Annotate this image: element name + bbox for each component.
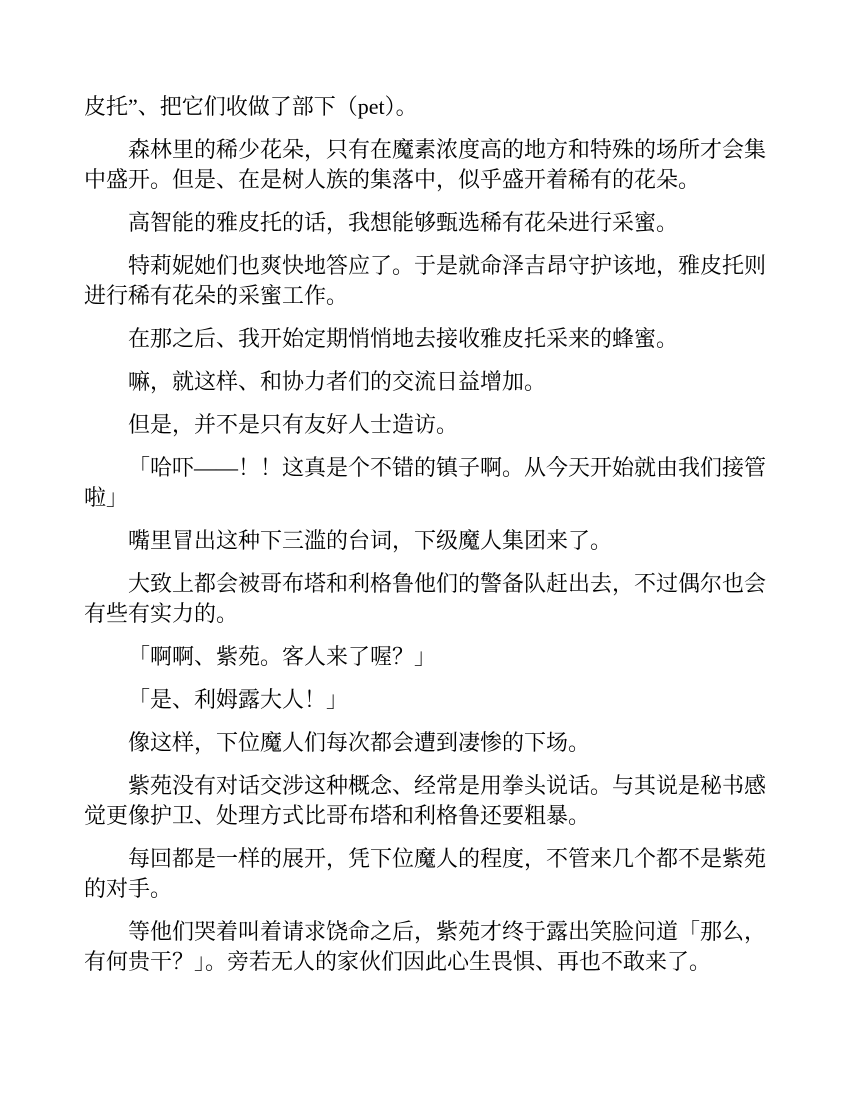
paragraph: 大致上都会被哥布塔和利格鲁他们的警备队赶出去，不过偶尔也会有些有实力的。 [84, 571, 767, 626]
paragraph: 每回都是一样的展开，凭下位魔人的程度，不管来几个都不是紫苑的对手。 [84, 846, 767, 901]
paragraph: 特莉妮她们也爽快地答应了。于是就命泽吉昂守护该地，雅皮托则进行稀有花朵的采蜜工作。 [84, 253, 767, 308]
paragraph: 「啊啊、紫苑。客人来了喔？」 [128, 644, 437, 669]
paragraph: 但是，并不是只有友好人士造访。 [128, 412, 459, 437]
paragraph: 紫苑没有对话交涉这种概念、经常是用拳头说话。与其说是秘书感觉更像护卫、处理方式比哥布塔和利格鲁还要粗暴。 [84, 773, 767, 828]
paragraph: 嘴里冒出这种下三滥的台词，下级魔人集团来了。 [128, 528, 613, 553]
paragraph: 「哈吓——！！这真是个不错的镇子啊。从今天开始就由我们接管啦」 [84, 455, 767, 510]
paragraph: 像这样，下位魔人们每次都会遭到凄惨的下场。 [128, 730, 591, 755]
paragraph: 「是、利姆露大人！」 [128, 687, 349, 712]
paragraph: 嘛，就这样、和协力者们的交流日益增加。 [128, 369, 547, 394]
paragraph: 等他们哭着叫着请求饶命之后，紫苑才终于露出笑脸问道「那么，有何贵干？」。旁若无人的家伙们因此心生畏惧、再也不敢来了。 [84, 919, 767, 974]
paragraph: 皮托”、把它们收做了部下（pet）。 [84, 94, 418, 119]
paragraph: 在那之后、我开始定期悄悄地去接收雅皮托采来的蜂蜜。 [128, 326, 679, 351]
paragraph: 森林里的稀少花朵，只有在魔素浓度高的地方和特殊的场所才会集中盛开。但是、在是树人族的集落中，似乎盛开着稀有的花朵。 [84, 137, 767, 192]
page-content [84, 92, 767, 977]
paragraph: 高智能的雅皮托的话，我想能够甄选稀有花朵进行采蜜。 [128, 210, 679, 235]
